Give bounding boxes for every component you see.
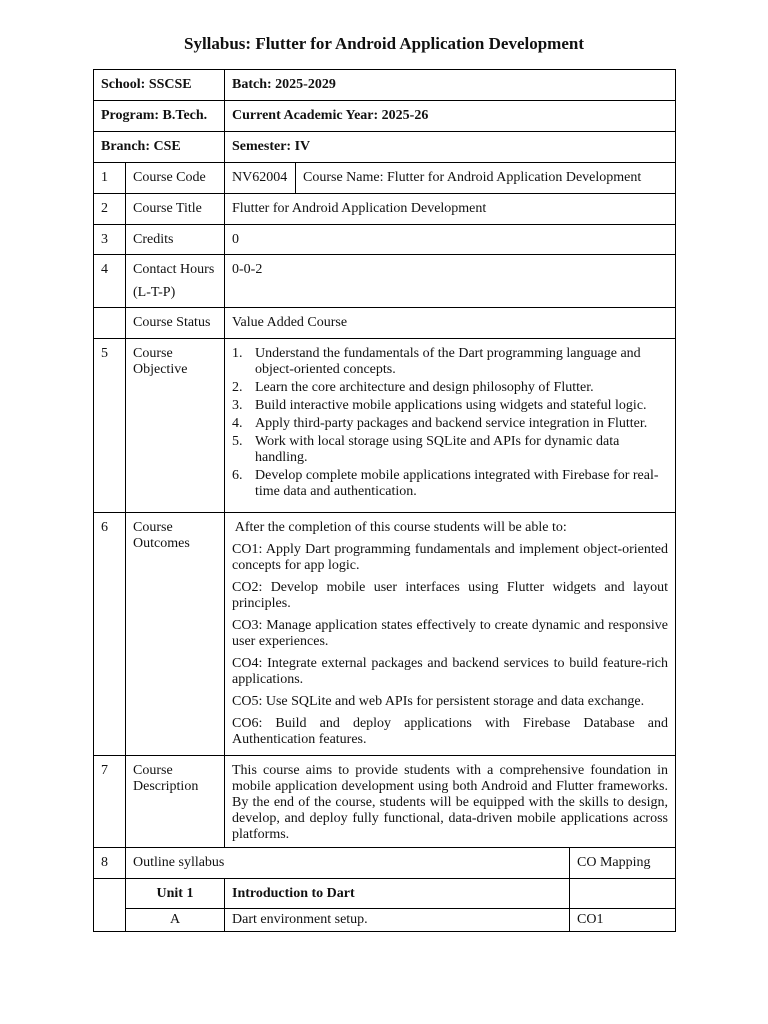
list-item: CO2: Develop mobile user interfaces using Flutter widgets and layout principles. xyxy=(232,580,668,611)
empty-cell xyxy=(94,879,126,932)
row-contact-hours xyxy=(94,255,676,308)
row-label: Credits xyxy=(126,225,225,255)
row-label: Course Title xyxy=(126,194,225,225)
list-item: CO4: Integrate external packages and backend services to build feature-rich applications. xyxy=(232,656,668,687)
outcomes-intro: After the completion of this course students will be able to: xyxy=(232,520,567,535)
list-item: CO1: Apply Dart programming fundamentals and implement object-oriented concepts for app logic. xyxy=(232,542,668,573)
list-item: 5. Work with local storage using SQLite and APIs for dynamic data handling. xyxy=(232,434,620,465)
row-number: 1 xyxy=(94,163,126,194)
row-label: Course Code xyxy=(126,163,225,194)
objective-list xyxy=(232,346,668,500)
list-item: CO3: Manage application states effectively to create dynamic and responsive user experiences. xyxy=(232,618,668,649)
batch-cell: Batch: 2025-2029 xyxy=(225,70,676,101)
co-mapping-header: CO Mapping xyxy=(570,848,676,879)
course-description-text: This course aims to provide students with a comprehensive foundation in mobile application development using both Android and Flutter frameworks. By the end of the course, students will be equipped with the skills to design, develop, and deploy fully functional, data-driven mobile applications across platforms. xyxy=(225,756,676,848)
credits-value: 0 xyxy=(225,225,676,255)
semester-cell: Semester: IV xyxy=(225,132,676,163)
course-status-value: Value Added Course xyxy=(225,308,676,339)
course-title-value: Flutter for Android Application Development xyxy=(225,194,676,225)
row-number: 5 xyxy=(94,339,126,513)
unit-title: Introduction to Dart xyxy=(225,879,570,909)
row-course-code xyxy=(94,163,676,194)
row-number: 7 xyxy=(94,756,126,848)
row-number: 8 xyxy=(94,848,126,879)
row-number xyxy=(94,308,126,339)
list-item: 6. Develop complete mobile applications integrated with Firebase for real-time data and authentication. xyxy=(232,468,659,499)
course-code-value: NV62004 xyxy=(225,163,296,194)
list-item: CO6: Build and deploy applications with Firebase Database and Authentication features. xyxy=(232,716,668,747)
unit-co-mapping xyxy=(570,879,676,909)
list-item: 1. Understand the fundamentals of the Dart programming language and object-oriented concepts. xyxy=(232,346,641,377)
academic-year-cell: Current Academic Year: 2025-26 xyxy=(225,101,676,132)
row-unit-1-a xyxy=(94,909,676,932)
unit-label: Unit 1 xyxy=(126,879,225,909)
row-label: Contact Hours (L-T-P) xyxy=(126,255,225,308)
topic-co-mapping: CO1 xyxy=(570,909,676,932)
list-item: 3. Build interactive mobile applications using widgets and stateful logic. xyxy=(232,398,647,413)
course-name-value: Course Name: Flutter for Android Application Development xyxy=(296,163,676,194)
row-course-title xyxy=(94,194,676,225)
header-row-program xyxy=(94,101,676,132)
row-label: Course Description xyxy=(126,756,225,848)
row-course-outcomes xyxy=(94,513,676,756)
list-item: 4. Apply third-party packages and backend service integration in Flutter. xyxy=(232,416,648,431)
objective-list-cell xyxy=(225,339,676,513)
list-item: 2. Learn the core architecture and design philosophy of Flutter. xyxy=(232,380,594,395)
row-label: Course Status xyxy=(126,308,225,339)
row-course-description xyxy=(94,756,676,848)
school-cell: School: SSCSE xyxy=(94,70,225,101)
branch-cell: Branch: CSE xyxy=(94,132,225,163)
row-number: 2 xyxy=(94,194,126,225)
outcomes-cell xyxy=(225,513,676,756)
row-label: Outline syllabus xyxy=(126,848,570,879)
document-title: Syllabus: Flutter for Android Application Development xyxy=(183,34,584,53)
header-row-school xyxy=(94,70,676,101)
row-label: Course Outcomes xyxy=(126,513,225,756)
row-number: 3 xyxy=(94,225,126,255)
syllabus-table xyxy=(93,69,676,932)
row-unit-1 xyxy=(94,879,676,909)
row-outline-syllabus xyxy=(94,848,676,879)
row-course-status xyxy=(94,308,676,339)
list-item: CO5: Use SQLite and web APIs for persistent storage and data exchange. xyxy=(232,694,645,709)
header-row-branch xyxy=(94,132,676,163)
contact-hours-value: 0-0-2 xyxy=(225,255,676,308)
row-course-objective xyxy=(94,339,676,513)
topic-label: A xyxy=(126,909,225,932)
row-number: 4 xyxy=(94,255,126,308)
row-number: 6 xyxy=(94,513,126,756)
program-cell: Program: B.Tech. xyxy=(94,101,225,132)
row-label: Course Objective xyxy=(126,339,225,513)
topic-text: Dart environment setup. xyxy=(225,909,570,932)
row-credits xyxy=(94,225,676,255)
